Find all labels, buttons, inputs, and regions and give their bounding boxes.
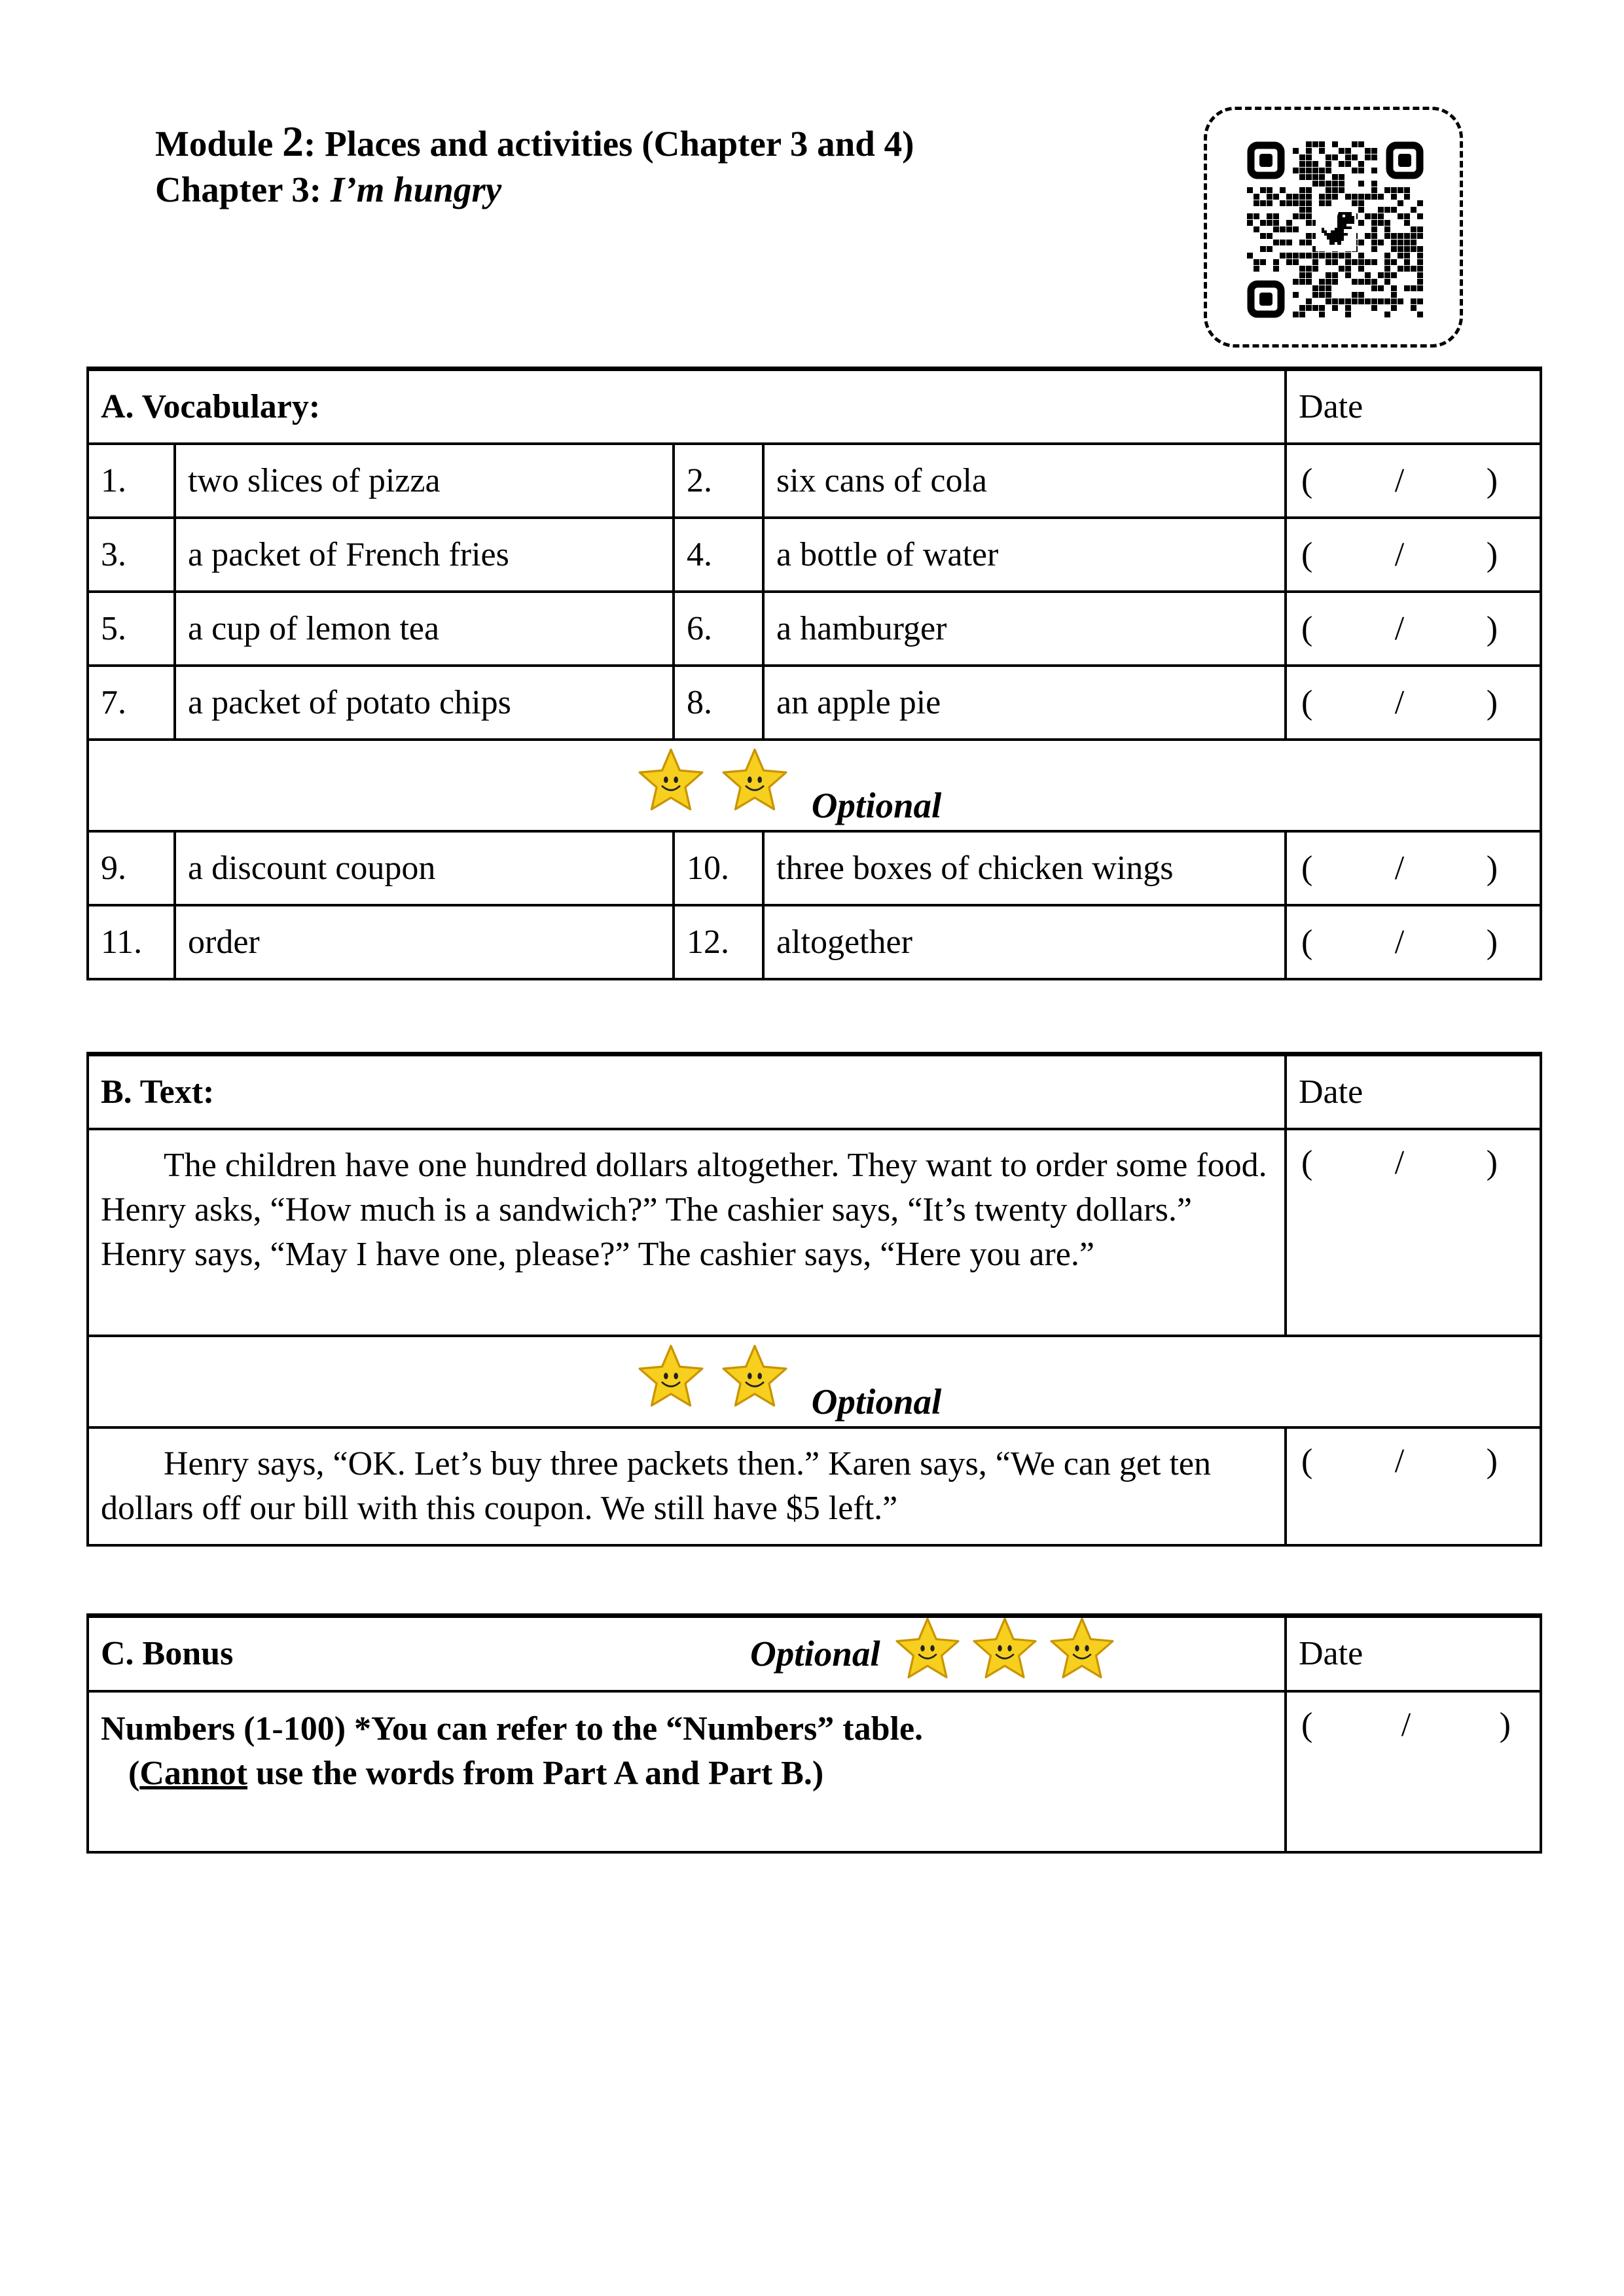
bonus-line: Numbers (1-100) *You can refer to the “Numbers” table. — [101, 1710, 924, 1748]
item-number: 11. — [88, 905, 175, 979]
item-number: 8. — [674, 666, 763, 740]
date-header: Date — [1286, 1616, 1541, 1691]
item-number: 1. — [88, 444, 175, 518]
vocab-word: a packet of potato chips — [175, 666, 674, 740]
bonus-note: (Cannot use the words from Part A and Part B.) — [128, 1754, 824, 1792]
optional-banner — [88, 740, 1541, 831]
vocabulary-title: A. Vocabulary: — [88, 369, 1286, 444]
vocab-word: an apple pie — [763, 666, 1286, 740]
vocab-word: a discount coupon — [175, 831, 674, 905]
star-icon — [969, 1616, 1040, 1691]
bonus-header — [88, 1616, 1286, 1691]
date-slot: ( / ) — [1286, 1427, 1541, 1545]
optional-passage — [88, 1427, 1286, 1545]
optional-label: Optional — [750, 1634, 880, 1674]
date-header: Date — [1286, 1054, 1541, 1129]
item-number: 10. — [674, 831, 763, 905]
vocab-word: order — [175, 905, 674, 979]
star-icon — [719, 1343, 791, 1420]
optional-label: Optional — [811, 785, 942, 825]
vocab-word: a packet of French fries — [175, 518, 674, 592]
date-slot: ( / ) — [1286, 1691, 1541, 1852]
star-icon — [635, 1343, 707, 1420]
chapter-heading: Chapter 3: I’m hungry — [155, 170, 502, 209]
star-icon — [892, 1616, 963, 1691]
date-slot: ( / ) — [1286, 1129, 1541, 1336]
qr-code-frame — [1204, 107, 1463, 348]
item-number: 7. — [88, 666, 175, 740]
vocab-word: six cans of cola — [763, 444, 1286, 518]
bonus-table — [86, 1613, 1542, 1854]
passage-paragraph: The children have one hundred dollars altogether. They want to order some food. Henry asks, “How much is a sandwich?” The cashier says, “It’s twenty dollars.” Henry says, “May I have one, please?” The cashier says, “Here you are.” — [101, 1146, 1267, 1273]
date-slot: ( / ) — [1286, 592, 1541, 666]
qr-code — [1247, 141, 1424, 318]
item-number: 5. — [88, 592, 175, 666]
item-number: 6. — [674, 592, 763, 666]
date-slot: ( / ) — [1286, 444, 1541, 518]
vocab-word: altogether — [763, 905, 1286, 979]
star-icon — [635, 747, 707, 823]
bonus-title: C. Bonus — [101, 1635, 234, 1673]
date-slot: ( / ) — [1286, 831, 1541, 905]
vocab-word: two slices of pizza — [175, 444, 674, 518]
vocab-word: three boxes of chicken wings — [763, 831, 1286, 905]
date-slot: ( / ) — [1286, 905, 1541, 979]
vocab-word: a cup of lemon tea — [175, 592, 674, 666]
passage-paragraph: Henry says, “OK. Let’s buy three packets then.” Karen says, “We can get ten dollars off our bill with this coupon. We still have $5 left.” — [101, 1444, 1211, 1527]
vocabulary-table — [86, 367, 1542, 980]
star-icon — [1047, 1616, 1117, 1691]
vocab-word: a bottle of water — [763, 518, 1286, 592]
item-number: 4. — [674, 518, 763, 592]
item-number: 9. — [88, 831, 175, 905]
item-number: 3. — [88, 518, 175, 592]
text-title: B. Text: — [88, 1054, 1286, 1129]
date-header: Date — [1286, 369, 1541, 444]
date-slot: ( / ) — [1286, 666, 1541, 740]
reading-passage — [88, 1129, 1286, 1336]
module-heading: Module 2: Places and activities (Chapter 3 and 4) — [155, 118, 914, 166]
page-header — [155, 119, 914, 213]
item-number: 2. — [674, 444, 763, 518]
vocab-word: a hamburger — [763, 592, 1286, 666]
optional-banner — [88, 1336, 1541, 1427]
text-table — [86, 1052, 1542, 1547]
bonus-instructions — [88, 1691, 1286, 1852]
star-icon — [719, 747, 791, 823]
item-number: 12. — [674, 905, 763, 979]
dinosaur-icon — [1316, 207, 1356, 251]
optional-label: Optional — [811, 1382, 942, 1422]
date-slot: ( / ) — [1286, 518, 1541, 592]
